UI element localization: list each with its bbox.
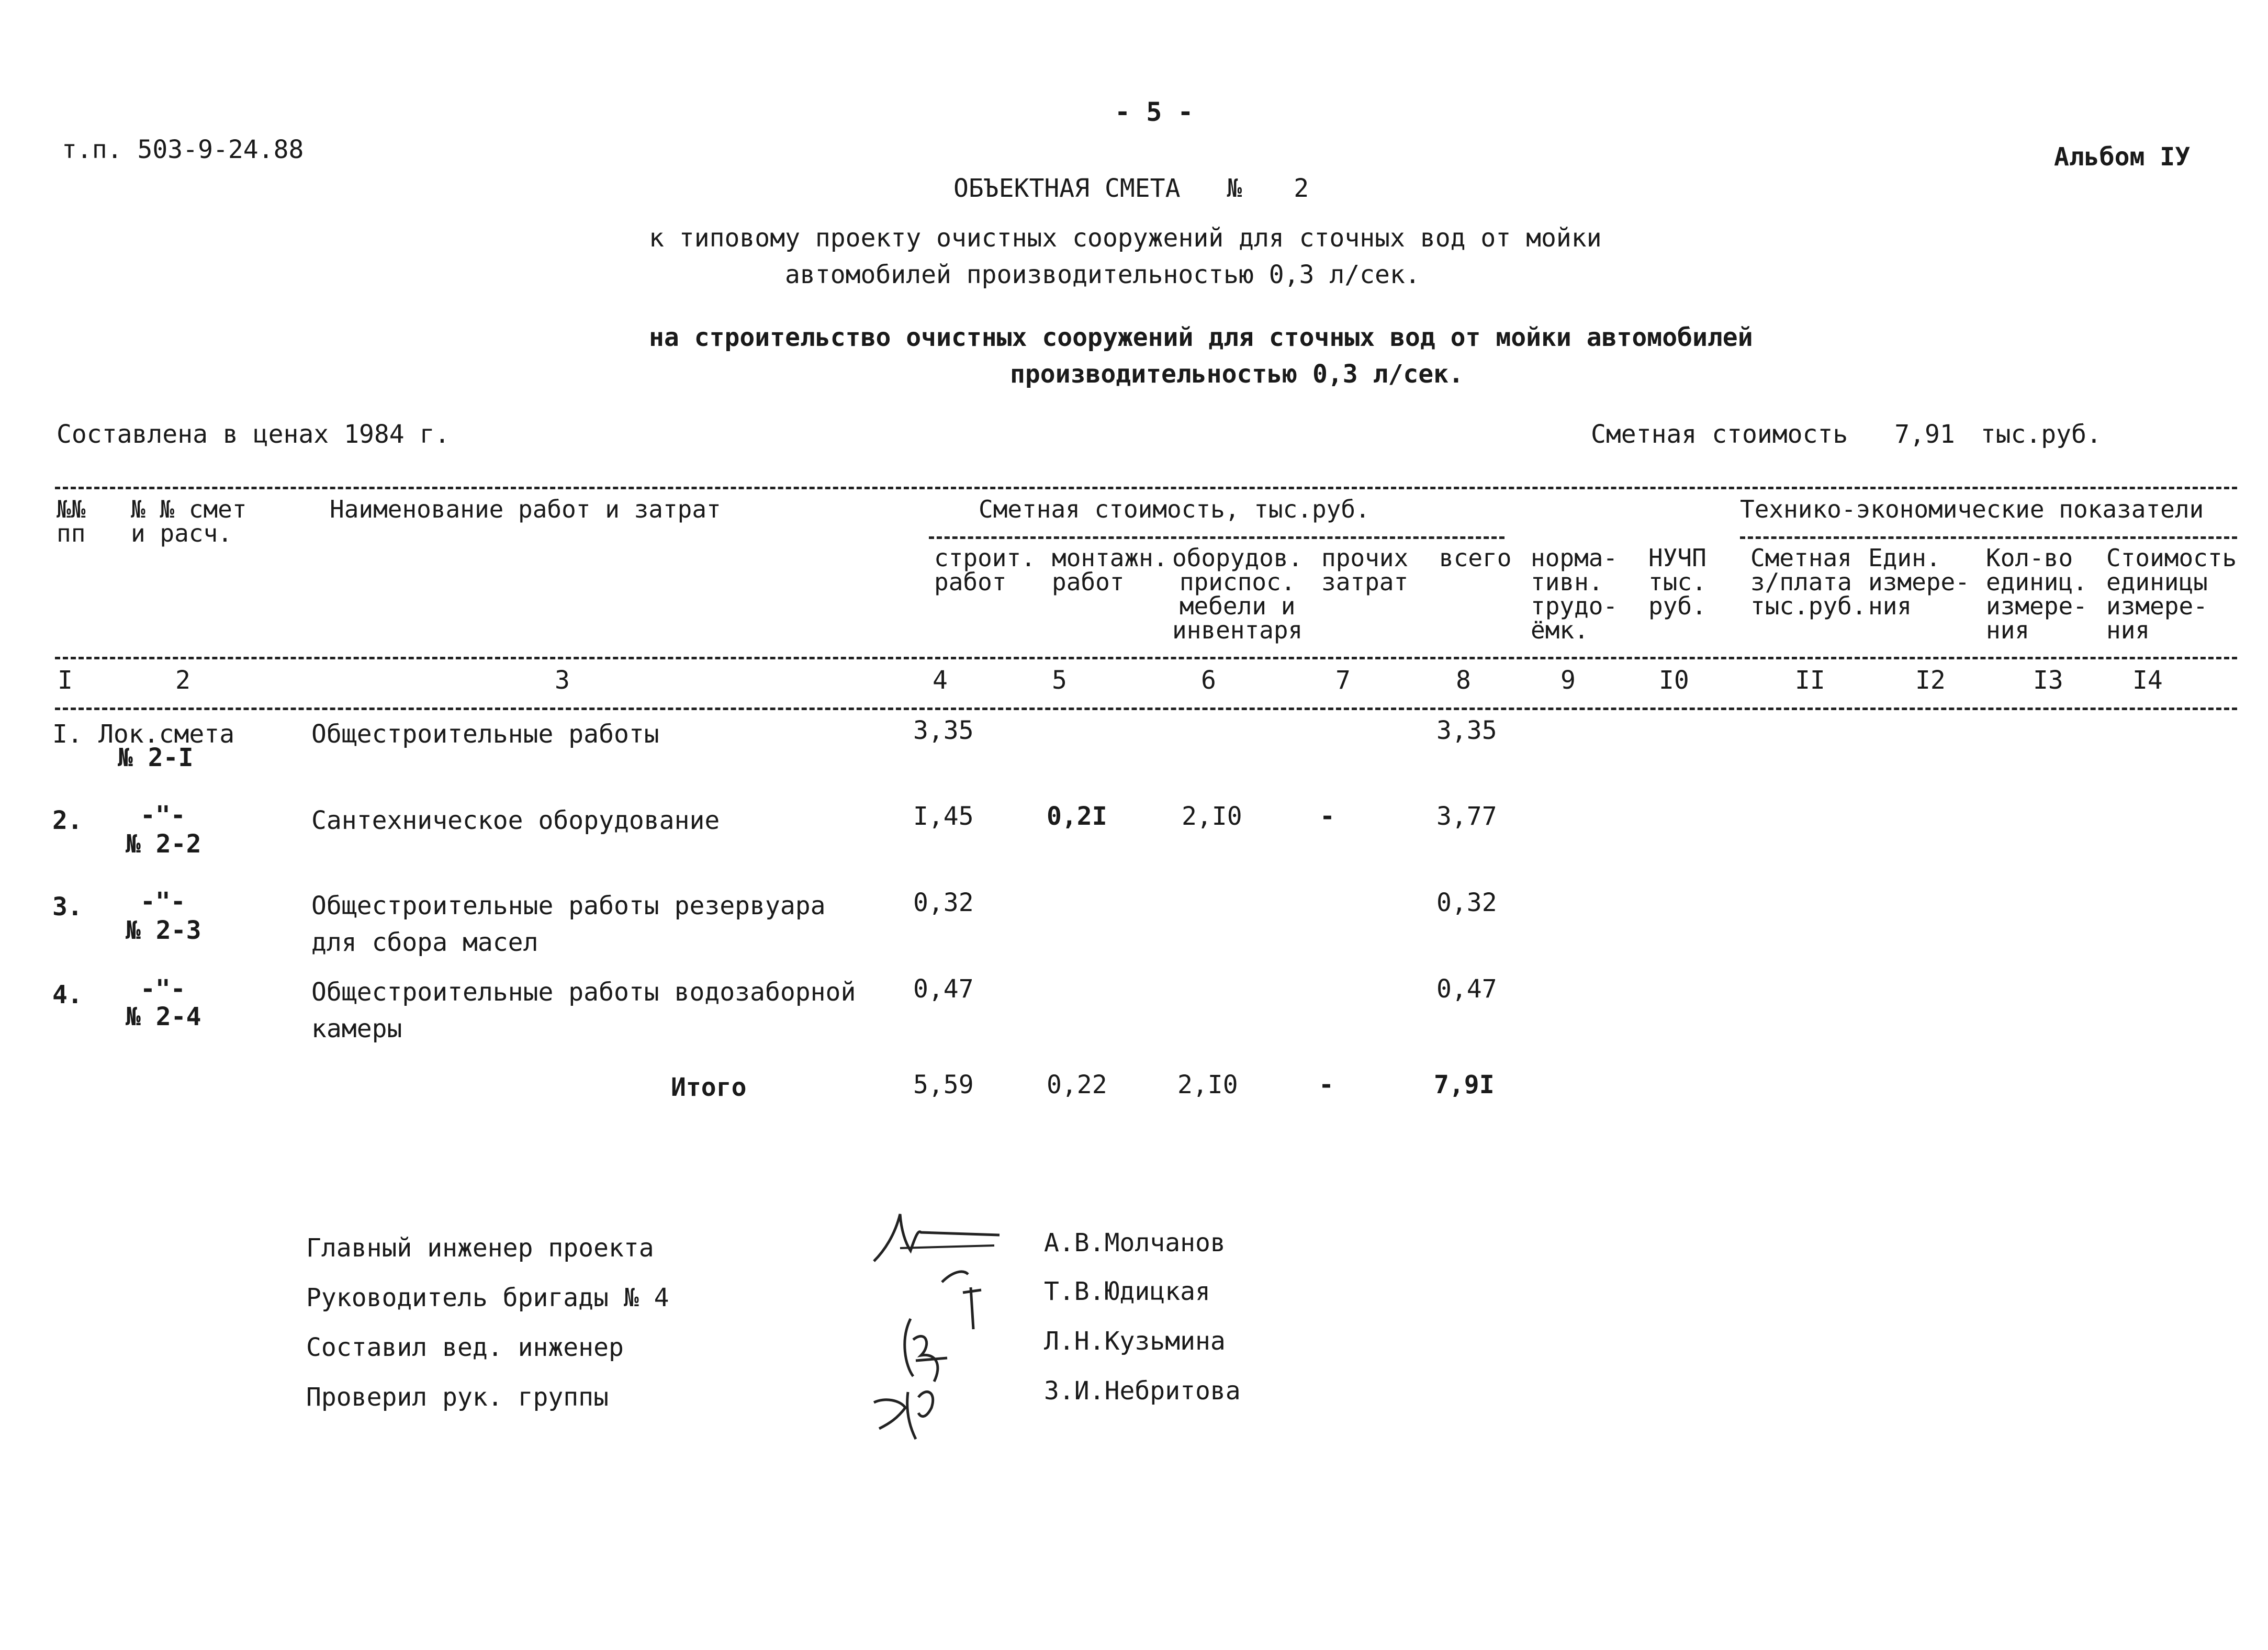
signature-scribble-4: [869, 1371, 963, 1444]
col-number-14: I4: [2132, 666, 2163, 695]
row-2-ref-line1: -"-: [140, 801, 186, 830]
header-col-11: Сметная з/плата тыс.руб.: [1750, 544, 1867, 620]
row-4-ref-line1: -"-: [140, 974, 186, 1004]
row-4-total: 0,47: [1436, 974, 1497, 1004]
construction-line-1: на строительство очистных сооружений для сточных вод от мойки автомобилей: [649, 323, 1753, 352]
estimated-cost-label: Сметная стоимость: [1591, 420, 1848, 449]
title-text: ОБЪЕКТНАЯ СМЕТА: [953, 174, 1181, 203]
row-2-total: 3,77: [1436, 802, 1497, 831]
col-number-10: I0: [1659, 666, 1689, 695]
row-2-build: I,45: [913, 802, 974, 831]
header-cost-group: Сметная стоимость, тыс.руб.: [979, 495, 1370, 523]
row-3-build: 0,32: [913, 888, 974, 917]
row-4-name-line1: Общестроительные работы водозаборной: [311, 978, 856, 1007]
total-build: 5,59: [913, 1070, 974, 1099]
signature-name-4: З.И.Небритова: [1044, 1376, 1241, 1406]
header-col-8: всего: [1439, 544, 1512, 572]
col-number-6: 6: [1201, 666, 1216, 695]
signature-name-3: Л.Н.Кузьмина: [1044, 1327, 1226, 1356]
row-1-name: Общестроительные работы: [311, 720, 659, 749]
header-col-2: № № смет и расч.: [131, 495, 247, 547]
doc-code: т.п. 503-9-24.88: [62, 135, 304, 164]
estimate-number: 2: [1294, 174, 1309, 203]
header-bottom-rule: [55, 657, 2237, 659]
total-other: -: [1319, 1070, 1334, 1099]
cost-group-rule: [929, 536, 1504, 539]
row-3-ref-line1: -"-: [140, 887, 186, 916]
col-number-4: 4: [933, 666, 948, 695]
column-numbers-rule: [55, 708, 2237, 710]
header-col-6: оборудов. приспос. мебели и инвентаря: [1172, 544, 1303, 644]
row-1-number: I.: [52, 720, 83, 749]
col-number-1: I: [58, 666, 73, 695]
row-2-ref-line2: № 2-2: [126, 829, 201, 859]
row-2-name: Сантехническое оборудование: [311, 806, 720, 835]
col-number-9: 9: [1560, 666, 1576, 695]
signature-role-4: Проверил рук. группы: [306, 1383, 609, 1412]
header-col-9: норма- тивн. трудо- ёмк.: [1531, 544, 1618, 644]
header-col-14: Стоимость единицы измере- ния: [2106, 544, 2237, 644]
row-2-other: -: [1320, 802, 1335, 831]
table-top-rule: [55, 487, 2237, 489]
header-col-12: Един. измере- ния: [1868, 544, 1970, 620]
total-equip: 2,I0: [1177, 1070, 1238, 1099]
tech-group-rule: [1740, 536, 2237, 539]
col-number-8: 8: [1456, 666, 1471, 695]
header-col-7: прочих затрат: [1321, 544, 1409, 596]
estimated-cost: [1591, 420, 2102, 449]
row-4-ref-line2: № 2-4: [126, 1002, 201, 1031]
estimated-cost-value: 7,91: [1894, 420, 1955, 449]
row-3-total: 0,32: [1436, 888, 1497, 917]
row-3-number: 3.: [52, 892, 83, 922]
subtitle-line-1: к типовому проекту очистных сооружений для сточных вод от мойки: [649, 223, 1602, 253]
signature-name-1: А.В.Молчанов: [1044, 1228, 1226, 1258]
header-col-5: монтажн. работ: [1052, 544, 1168, 596]
total-label: Итого: [671, 1073, 747, 1102]
row-3-name-line1: Общестроительные работы резервуара: [311, 891, 826, 921]
signature-name-2: Т.В.Юдицкая: [1044, 1277, 1210, 1306]
document-title: [953, 174, 1309, 203]
col-number-5: 5: [1052, 666, 1067, 695]
header-col-4: строит. работ: [934, 544, 1036, 596]
row-3-name-line2: для сбора масел: [311, 928, 538, 957]
row-3-ref-line2: № 2-3: [126, 916, 201, 945]
total-mount: 0,22: [1047, 1070, 1107, 1099]
row-2-number: 2.: [52, 806, 83, 835]
album-label: Альбом IУ: [2054, 142, 2191, 172]
signature-scribble-1: [869, 1204, 1015, 1266]
row-1-ref-line1: Лок.смета: [98, 720, 235, 749]
row-1-total: 3,35: [1436, 716, 1497, 745]
row-4-number: 4.: [52, 980, 83, 1009]
row-2-equip: 2,I0: [1182, 802, 1242, 831]
col-number-11: II: [1795, 666, 1825, 695]
prices-basis: Составлена в ценах 1984 г.: [57, 420, 450, 449]
col-number-7: 7: [1335, 666, 1351, 695]
construction-line-2: производительностью 0,3 л/сек.: [1010, 360, 1464, 389]
signature-role-1: Главный инженер проекта: [306, 1233, 654, 1263]
row-1-build: 3,35: [913, 716, 974, 745]
signature-role-3: Составил вед. инженер: [306, 1333, 624, 1362]
header-tech-group: Технико-экономические показатели: [1740, 495, 2204, 523]
signature-role-2: Руководитель бригады № 4: [306, 1283, 669, 1312]
header-col-13: Кол-во единиц. измере- ния: [1986, 544, 2087, 644]
header-col-3: Наименование работ и затрат: [330, 495, 721, 523]
row-4-name-line2: камеры: [311, 1014, 402, 1043]
subtitle-line-2: автомобилей производительностью 0,3 л/сек.: [785, 260, 1420, 289]
col-number-13: I3: [2033, 666, 2063, 695]
total-total: 7,9I: [1434, 1070, 1495, 1099]
col-number-3: 3: [555, 666, 570, 695]
col-number-12: I2: [1915, 666, 1946, 695]
row-4-build: 0,47: [913, 974, 974, 1004]
row-1-ref-line2: № 2-I: [118, 743, 194, 772]
estimated-cost-unit: тыс.руб.: [1980, 420, 2102, 449]
number-sign: №: [1227, 174, 1242, 203]
page-number: - 5 -: [1115, 97, 1194, 127]
row-2-mount: 0,2I: [1047, 802, 1107, 831]
header-col-1: №№ пп: [57, 495, 86, 547]
col-number-2: 2: [175, 666, 190, 695]
header-col-10: НУЧП тыс. руб.: [1648, 544, 1706, 620]
